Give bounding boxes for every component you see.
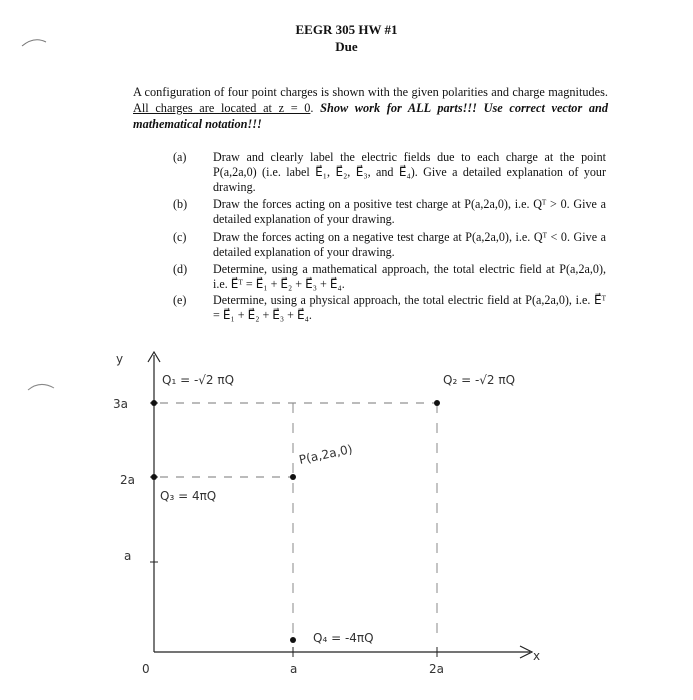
- due-line: Due: [335, 39, 358, 54]
- scan-mark: [22, 40, 46, 46]
- part-text: Determine, using a physical approach, the total electric field at P(a,2a,0), i.e. E⃗ᵀ = E⃗₁ + E⃗₂ + E⃗₃ + E⃗₄.: [213, 293, 606, 322]
- course-title: EEGR 305 HW #1: [295, 22, 398, 37]
- y-tick-label-3a: 3a: [113, 397, 128, 411]
- intro-instruction: Show work for ALL parts!!! Use correct vector and mathematical notation!!!: [133, 101, 608, 131]
- point-p-dot: [290, 474, 296, 480]
- charge-q1-dot: [151, 400, 157, 406]
- charge-q4-label: Q₄ = -4πQ: [313, 631, 374, 645]
- part-text: Draw the forces acting on a negative test charge at P(a,2a,0), i.e. Qᵀ < 0. Give a detailed explanation of your drawing.: [213, 230, 606, 259]
- part-label: (e): [173, 293, 187, 307]
- charge-q2-label: Q₂ = -√2 πQ: [443, 373, 516, 387]
- charge-q2-dot: [434, 400, 440, 406]
- part-label: (b): [173, 197, 188, 211]
- charge-q3-dot: [151, 474, 157, 480]
- y-tick-label-a: a: [124, 549, 132, 563]
- part-text: Draw and clearly label the electric fields due to each charge at the point P(a,2a,0) (i.e. label E⃗₁, E⃗₂, E⃗₃, and E⃗₄). Give a detailed explanation of your drawing.: [213, 150, 606, 194]
- charge-q3-label: Q₃ = 4πQ: [160, 489, 217, 503]
- x-tick-label-2a: 2a: [429, 662, 444, 676]
- y-tick-label-2a: 2a: [120, 473, 135, 487]
- part-label: (a): [173, 150, 187, 164]
- charge-q4-dot: [290, 637, 296, 643]
- point-p-label: P(a,2a,0): [297, 441, 354, 467]
- intro-text: A configuration of four point charges is shown with the given polarities and charge magnitudes.: [133, 85, 608, 99]
- y-axis-label: y: [116, 352, 124, 366]
- x-tick-label-a: a: [290, 662, 298, 676]
- intro-separator: .: [310, 101, 321, 115]
- origin-label: 0: [142, 662, 150, 676]
- part-text: Determine, using a mathematical approach, the total electric field at P(a,2a,0), i.e. E⃗ᵀ = E⃗₁ + E⃗₂ + E⃗₃ + E⃗₄.: [213, 262, 606, 291]
- part-text: Draw the forces acting on a positive test charge at P(a,2a,0), i.e. Qᵀ > 0. Give a detailed explanation of your drawing.: [213, 197, 606, 226]
- charge-q1-label: Q₁ = -√2 πQ: [162, 373, 235, 387]
- intro-location-note: All charges are located at z = 0: [133, 101, 311, 115]
- part-label: (d): [173, 262, 188, 276]
- part-label: (c): [173, 230, 187, 244]
- scan-mark: [28, 384, 54, 390]
- x-axis-label: x: [533, 649, 541, 663]
